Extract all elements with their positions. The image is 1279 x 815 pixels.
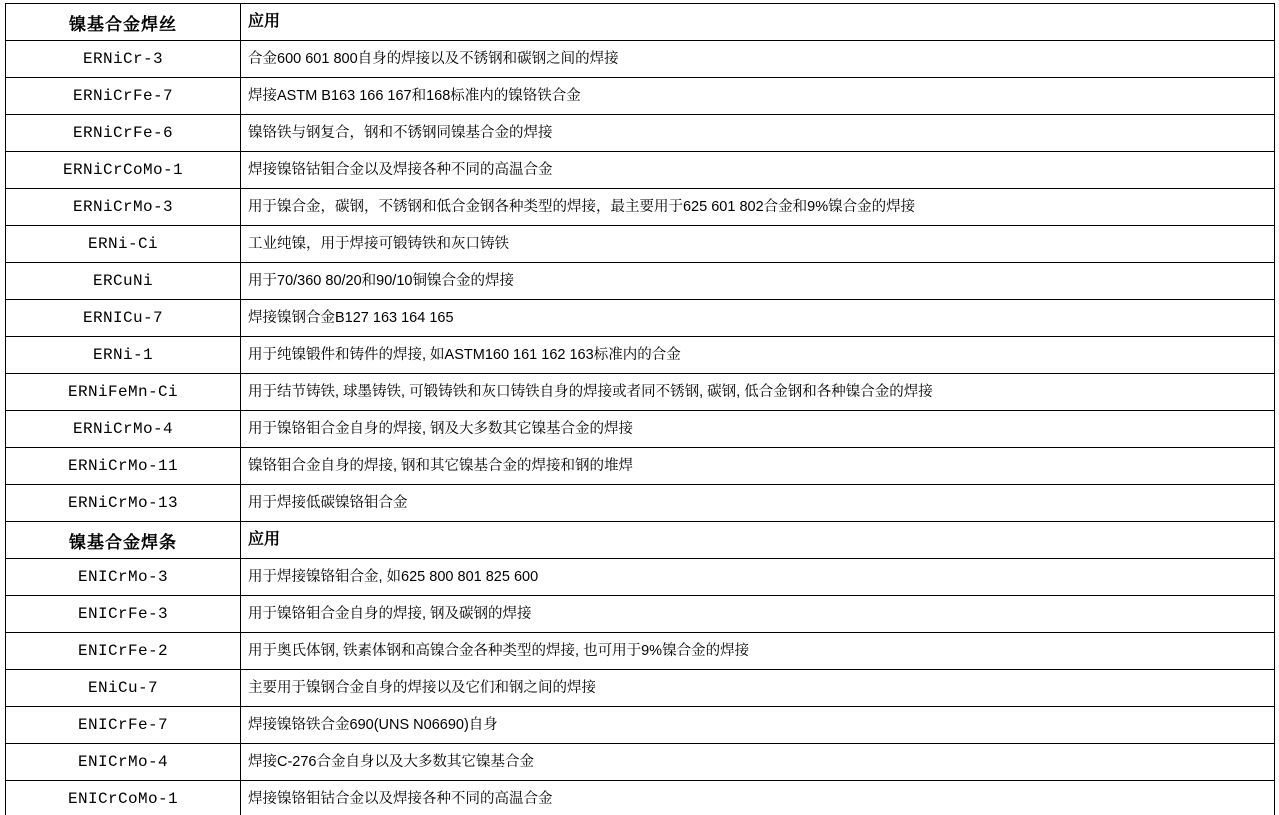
alloy-application: 焊接C-276合金自身以及大多数其它镍基合金 [241, 744, 1275, 781]
section-header-row [6, 4, 1275, 41]
alloy-code: ERNiCr-3 [6, 41, 241, 78]
table-row [6, 115, 1275, 152]
table-row [6, 41, 1275, 78]
table-row [6, 226, 1275, 263]
alloy-code: ENiCu-7 [6, 670, 241, 707]
table-row [6, 152, 1275, 189]
alloy-application: 焊接ASTM B163 166 167和168标准内的镍铬铁合金 [241, 78, 1275, 115]
alloy-application: 用于镍合金，碳钢，不锈钢和低合金钢各种类型的焊接，最主要用于625 601 802合金和9%镍合金的焊接 [241, 189, 1275, 226]
section-header-code: 镍基合金焊丝 [6, 4, 241, 41]
alloy-application: 用于奥氏体钢, 铁素体钢和高镍合金各种类型的焊接, 也可用于9%镍合金的焊接 [241, 633, 1275, 670]
table-row [6, 448, 1275, 485]
alloy-code: ENICrCoMo-1 [6, 781, 241, 815]
alloy-code: ERNiCrFe-6 [6, 115, 241, 152]
table-row [6, 300, 1275, 337]
alloy-code: ERNiCrMo-4 [6, 411, 241, 448]
alloy-application: 镍铬钼合金自身的焊接, 钢和其它镍基合金的焊接和钢的堆焊 [241, 448, 1275, 485]
alloy-application: 合金600 601 800自身的焊接以及不锈钢和碳钢之间的焊接 [241, 41, 1275, 78]
alloy-code: ERNi-1 [6, 337, 241, 374]
alloy-code: ERNiFeMn-Ci [6, 374, 241, 411]
section-header-code: 镍基合金焊条 [6, 522, 241, 559]
alloy-application: 用于焊接低碳镍铬钼合金 [241, 485, 1275, 522]
section-header-row [6, 522, 1275, 559]
alloy-code: ERNiCrFe-7 [6, 78, 241, 115]
alloy-application: 工业纯镍，用于焊接可锻铸铁和灰口铸铁 [241, 226, 1275, 263]
table-body [6, 4, 1275, 815]
table-row [6, 633, 1275, 670]
table-row [6, 78, 1275, 115]
alloy-application: 用于焊接镍铬钼合金, 如625 800 801 825 600 [241, 559, 1275, 596]
alloy-code: ERNiCrMo-13 [6, 485, 241, 522]
alloy-code: ERNiCrMo-3 [6, 189, 241, 226]
alloy-application: 镍铬铁与钢复合，钢和不锈钢同镍基合金的焊接 [241, 115, 1275, 152]
alloy-code: ENICrMo-4 [6, 744, 241, 781]
table-row [6, 559, 1275, 596]
alloy-application: 用于镍铬钼合金自身的焊接, 钢及碳钢的焊接 [241, 596, 1275, 633]
alloy-application: 用于结节铸铁, 球墨铸铁, 可锻铸铁和灰口铸铁自身的焊接或者同不锈钢, 碳钢, 低合金钢和各种镍合金的焊接 [241, 374, 1275, 411]
table-row [6, 707, 1275, 744]
nickel-alloy-welding-table [5, 3, 1275, 815]
alloy-application: 焊接镍铬铁合金690(UNS N06690)自身 [241, 707, 1275, 744]
table-row [6, 596, 1275, 633]
alloy-code: ERNi-Ci [6, 226, 241, 263]
table-row [6, 263, 1275, 300]
alloy-code: ENICrFe-3 [6, 596, 241, 633]
alloy-application: 用于镍铬钼合金自身的焊接, 钢及大多数其它镍基合金的焊接 [241, 411, 1275, 448]
alloy-code: ENICrFe-2 [6, 633, 241, 670]
table-row [6, 189, 1275, 226]
alloy-application: 用于纯镍锻件和铸件的焊接, 如ASTM160 161 162 163标准内的合金 [241, 337, 1275, 374]
alloy-application: 用于70/360 80/20和90/10铜镍合金的焊接 [241, 263, 1275, 300]
table-row [6, 744, 1275, 781]
alloy-code: ERCuNi [6, 263, 241, 300]
table-row [6, 411, 1275, 448]
table-row [6, 781, 1275, 815]
alloy-application: 主要用于镍钢合金自身的焊接以及它们和钢之间的焊接 [241, 670, 1275, 707]
section-header-application: 应用 [241, 4, 1275, 41]
alloy-application: 焊接镍铬钴钼合金以及焊接各种不同的高温合金 [241, 152, 1275, 189]
table-row [6, 337, 1275, 374]
alloy-code: ERNICu-7 [6, 300, 241, 337]
table-row [6, 670, 1275, 707]
table-row [6, 485, 1275, 522]
section-header-application: 应用 [241, 522, 1275, 559]
table-row [6, 374, 1275, 411]
alloy-application: 焊接镍钢合金B127 163 164 165 [241, 300, 1275, 337]
alloy-code: ERNiCrMo-11 [6, 448, 241, 485]
alloy-code: ERNiCrCoMo-1 [6, 152, 241, 189]
alloy-code: ENICrFe-7 [6, 707, 241, 744]
alloy-code: ENICrMo-3 [6, 559, 241, 596]
alloy-application: 焊接镍铬钼钴合金以及焊接各种不同的高温合金 [241, 781, 1275, 815]
